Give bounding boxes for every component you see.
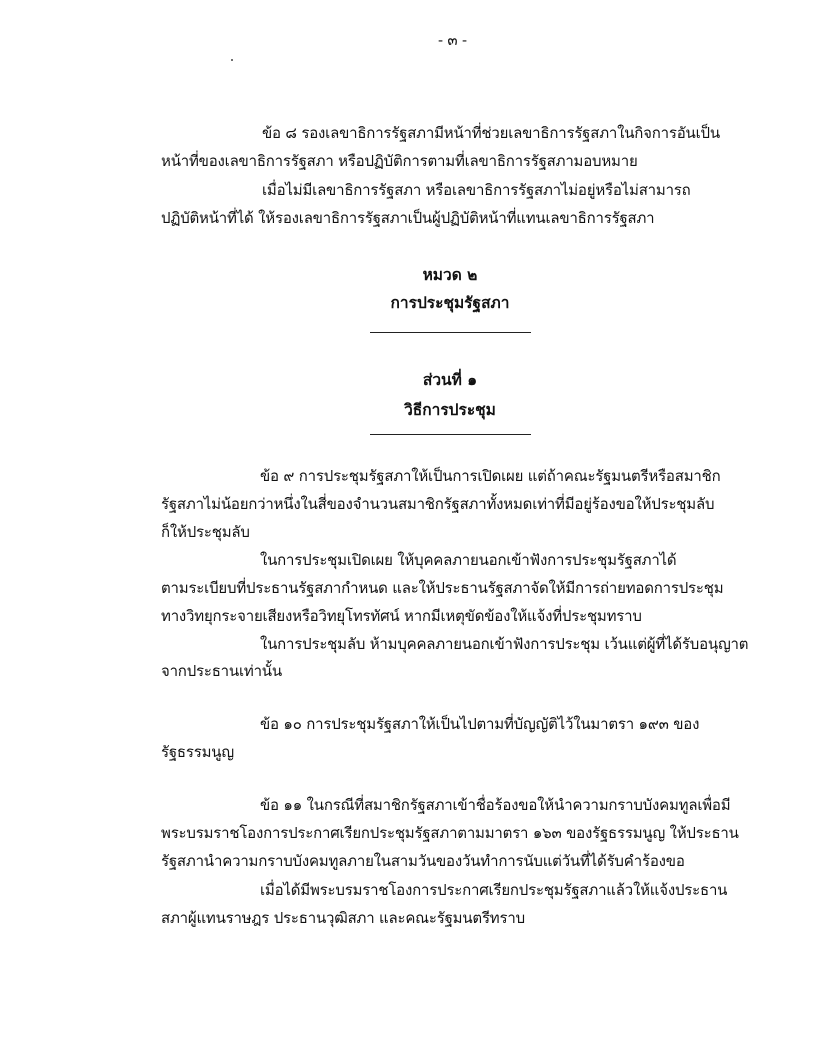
clause-8-line-2: หน้าที่ของเลขาธิการรัฐสภา หรือปฏิบัติการตามที่เลขาธิการรัฐสภามอบหมาย [161, 152, 638, 170]
chapter-number: หมวด ๒ [422, 265, 478, 284]
clause-11-line-4: เมื่อได้มีพระบรมราชโองการประกาศเรียกประชุมรัฐสภาแล้วให้แจ้งประธาน [260, 881, 728, 899]
clause-8-line-1: ข้อ ๘ รองเลขาธิการรัฐสภามีหน้าที่ช่วยเลขาธิการรัฐสภาในกิจการอันเป็น [262, 124, 720, 142]
clause-9-line-7: ในการประชุมลับ ห้ามบุคคลภายนอกเข้าฟังการประชุม เว้นแต่ผู้ที่ได้รับอนุญาต [260, 635, 749, 653]
scan-speck [231, 59, 233, 61]
clause-11-line-2: พระบรมราชโองการประกาศเรียกประชุมรัฐสภาตามมาตรา ๑๖๓ ของรัฐธรรมนูญ ให้ประธาน [161, 824, 739, 842]
clause-9-line-2: รัฐสภาไม่น้อยกว่าหนึ่งในสี่ของจำนวนสมาชิกรัฐสภาทั้งหมดเท่าที่มีอยู่ร้องขอให้ประชุมลับ [161, 495, 715, 513]
clause-11-line-5: สภาผู้แทนราษฎร ประธานวุฒิสภา และคณะรัฐมนตรีทราบ [161, 909, 525, 927]
clause-10-line-1: ข้อ ๑๐ การประชุมรัฐสภาให้เป็นไปตามที่บัญญัติไว้ในมาตรา ๑๙๓ ของ [260, 715, 700, 733]
clause-9-line-1: ข้อ ๙ การประชุมรัฐสภาให้เป็นการเปิดเผย แต่ถ้าคณะรัฐมนตรีหรือสมาชิก [260, 467, 721, 485]
clause-8-line-4: ปฏิบัติหน้าที่ได้ ให้รองเลขาธิการรัฐสภาเป็นผู้ปฏิบัติหน้าที่แทนเลขาธิการรัฐสภา [161, 209, 655, 227]
clause-9-line-4: ในการประชุมเปิดเผย ให้บุคคลภายนอกเข้าฟังการประชุมรัฐสภาได้ [260, 551, 677, 569]
clause-11-line-1: ข้อ ๑๑ ในกรณีที่สมาชิกรัฐสภาเข้าชื่อร้องขอให้นำความกราบบังคมทูลเพื่อมี [260, 796, 731, 814]
clause-8-line-3: เมื่อไม่มีเลขาธิการรัฐสภา หรือเลขาธิการรัฐสภาไม่อยู่หรือไม่สามารถ [262, 181, 691, 199]
page-number: - ๓ - [438, 31, 467, 49]
clause-9-line-6: ทางวิทยุกระจายเสียงหรือวิทยุโทรทัศน์ หากมีเหตุขัดข้องให้แจ้งที่ประชุมทราบ [161, 607, 642, 625]
clause-9-line-8: จากประธานเท่านั้น [161, 662, 282, 680]
clause-9-line-5: ตามระเบียบที่ประธานรัฐสภากำหนด และให้ประธานรัฐสภาจัดให้มีการถ่ายทอดการประชุม [161, 579, 724, 597]
part-number: ส่วนที่ ๑ [422, 370, 478, 389]
chapter-divider [370, 332, 531, 333]
clause-10-line-2: รัฐธรรมนูญ [161, 743, 234, 761]
clause-11-line-3: รัฐสภานำความกราบบังคมทูลภายในสามวันของวันทำการนับแต่วันที่ได้รับคำร้องขอ [161, 852, 685, 870]
chapter-title: การประชุมรัฐสภา [390, 293, 510, 312]
part-divider [370, 434, 531, 435]
clause-9-line-3: ก็ให้ประชุมลับ [161, 523, 250, 541]
part-title: วิธีการประชุม [404, 400, 496, 419]
